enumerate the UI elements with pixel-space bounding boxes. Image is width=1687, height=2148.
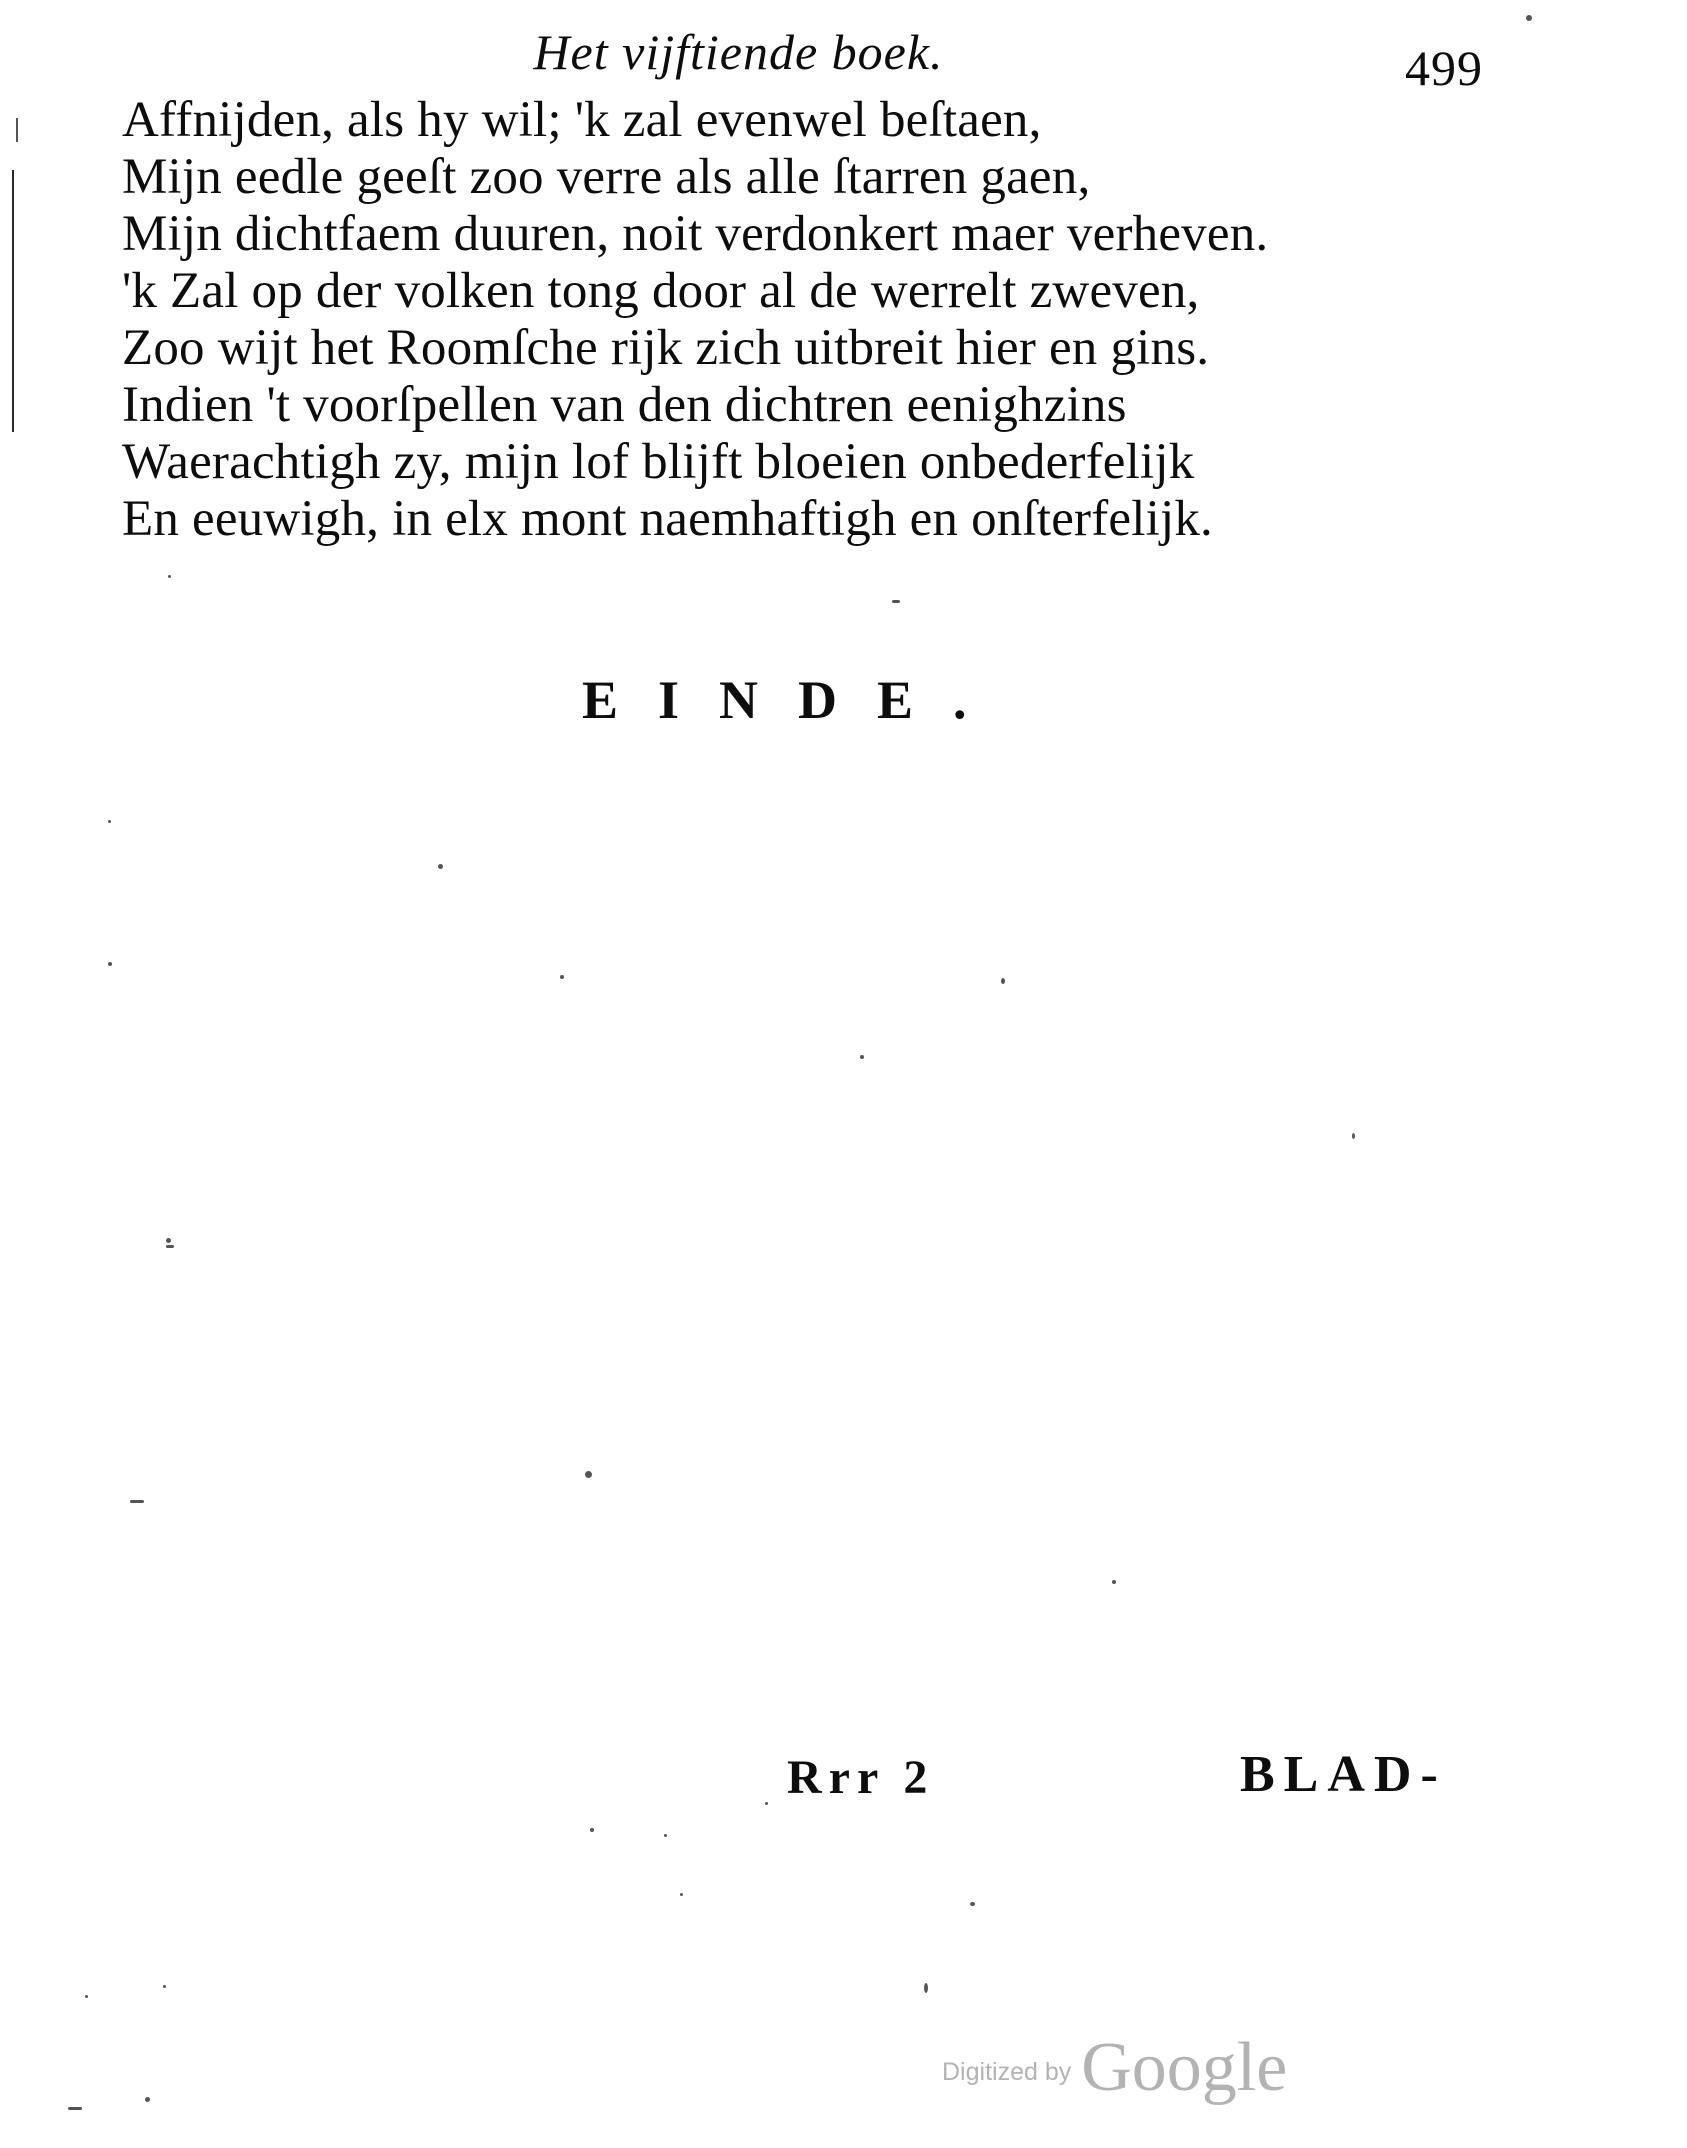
verse-line: Waerachtigh zy, mijn lof blijft bloeien onbederfelijk	[122, 434, 1195, 490]
paper-speck	[664, 1834, 667, 1837]
colophon-einde: EINDE.	[582, 670, 1007, 730]
paper-speck	[438, 864, 443, 869]
paper-speck	[168, 575, 171, 578]
paper-speck	[1112, 1580, 1116, 1584]
paper-speck	[1001, 978, 1005, 984]
catchword: BLAD-	[1240, 1746, 1447, 1803]
paper-speck	[108, 962, 112, 966]
margin-rule	[12, 170, 14, 432]
paper-speck	[163, 1985, 166, 1988]
watermark-prefix: Digitized by	[942, 2058, 1072, 2086]
google-logo: Google	[1081, 2029, 1288, 2106]
verse-line: Mijn dichtfaem duuren, noit verdonkert maer verheven.	[122, 206, 1269, 262]
paper-speck	[970, 1902, 975, 1906]
verse-line: 'k Zal op der volken tong door al de werrelt zweven,	[122, 263, 1200, 319]
paper-speck	[680, 1893, 683, 1896]
signature-mark: Rrr 2	[787, 1751, 935, 1804]
paper-speck	[585, 1471, 592, 1478]
verse-line: Affnijden, als hy wil; 'k zal evenwel beſtaen,	[122, 92, 1042, 148]
verse-block	[122, 92, 1502, 548]
digitized-watermark	[942, 2028, 1287, 2108]
paper-speck	[145, 2097, 150, 2102]
paper-speck	[1352, 1133, 1355, 1139]
page-number: 499	[1405, 40, 1483, 96]
verse-line: En eeuwigh, in elx mont naemhaftigh en onſterfelijk.	[122, 491, 1214, 547]
paper-speck	[765, 1802, 768, 1805]
paper-speck	[166, 1245, 174, 1248]
margin-mark	[16, 118, 18, 142]
paper-speck	[860, 1055, 864, 1059]
paper-speck	[892, 600, 900, 603]
paper-speck	[68, 2107, 82, 2110]
paper-speck	[924, 1983, 928, 1993]
verse-line: Zoo wijt het Roomſche rijk zich uitbreit hier en gins.	[122, 320, 1210, 376]
paper-speck	[130, 1500, 144, 1503]
verse-line: Indien 't voorſpellen van den dichtren eenighzins	[122, 377, 1127, 433]
running-head-text: Het vijftiende boek.	[533, 24, 944, 80]
paper-speck	[560, 975, 564, 979]
paper-speck	[108, 820, 111, 823]
paper-speck	[85, 1995, 88, 1998]
paper-speck	[166, 1238, 171, 1243]
paper-speck	[1526, 15, 1532, 21]
verse-line: Mijn eedle geeſt zoo verre als alle ſtarren gaen,	[122, 149, 1091, 205]
paper-speck	[590, 1828, 594, 1832]
